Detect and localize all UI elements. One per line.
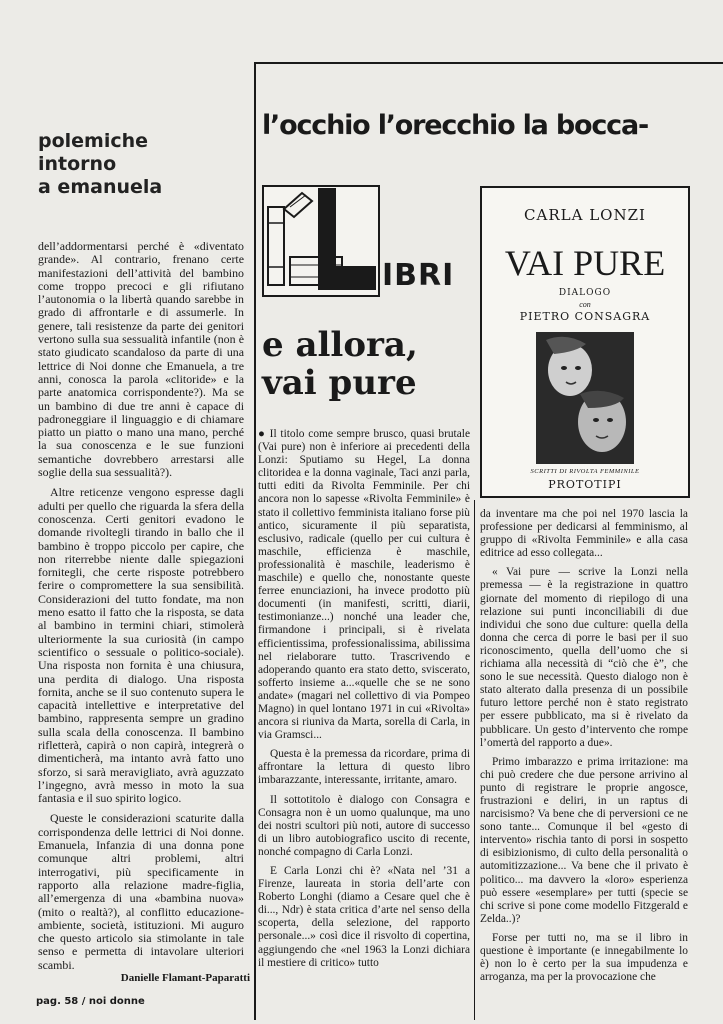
review-paragraph: ● Il titolo come sempre brusco, quasi brutale (Vai pure) non è inferiore ai precedenti della Lonzi: Sputiamo su Hegel, La donna clitoridea e la donna vaginale, Taci anzi parla, tutti editi da Rivolta Femminile. Per chi ancora non lo sapesse «Rivolta Femminile» è stato il collettivo femminista italiano forse più antico, sicuramente il più separatista, esclusivo, radicale (quello per cui cultura è maschile, efficienza è maschile, professionalità è maschile, leaderismo è maschile) e quello che, nonostante queste ferree enunciazioni, ha invece prodotto più documenti (in manifesti, scritti, diarii, testimonianze...) nonché una leader che, firmandone i principali, si è rivelata efficientissima, professionalissima, abilissima nel rielaborare tutto. Trascrivendo e adoperando quanto era stato detto, sviscerato, sofferto insieme a...«quelle che se ne sono andate» (magari nel collettivo di via Pompeo Magno) in quel lontano 1971 in cui «Rivolta» ancora si riuniva da Marta, sorella di Carla, in via Gramsci... — [258, 428, 470, 742]
review-headline — [262, 326, 472, 402]
book-cover — [480, 186, 690, 498]
review-body-middle — [258, 428, 470, 976]
top-rule — [256, 62, 723, 64]
left-paragraph: dell’addormentarsi perché è «diventato grande». Al contrario, frenano certe manifestazioni dell’attività del bambino come troppo precoci e gli rifiutano l’autonomia o la libertà quando sarebbe in grado di affrontarle e di assumerle. In genere, tali resistenze da parte dei genitori vertono sulla sua sessualità infantile (non è stato giudicato scandaloso da parte di una lettrice di Noi donne che Emanuela, a tre anni, conosca la parola «clitoride» e la parte anatomica corrispondente?). Ma se un bambino di due tre anni è capace di padroneggiare il linguaggio e di chiamare piatto un piatto o mano una mano, perché la sua conoscenza e le sue funzioni semantiche dovrebbero arrestarsi alle soglie della sua sessualità?). — [38, 239, 244, 480]
book-subtitle-con: con — [579, 300, 591, 309]
book-series: SCRITTI DI RIVOLTA FEMMINILE — [530, 468, 640, 475]
section-masthead: l’occhio l’orecchio la bocca- — [262, 110, 649, 141]
left-title-line: a emanuela — [38, 176, 163, 198]
book-imprint: PROTOTIPI — [548, 478, 622, 491]
column-divider-left — [254, 62, 256, 1020]
headline-line: e allora, — [262, 325, 418, 365]
left-article-body — [38, 240, 244, 979]
review-paragraph: da inventare ma che poi nel 1970 lascia la professione per dedicarsi al femminismo, al gruppo di «Rivolta Femminile» e alla casa editrice ad esso collegata... — [480, 508, 688, 560]
left-title-line: intorno — [38, 153, 117, 175]
review-body-right — [480, 508, 688, 990]
headline-line: vai pure — [262, 363, 417, 403]
left-paragraph: Queste le considerazioni scaturite dalla corrispondenza delle lettrici di Noi donne. Emanuela, Infanzia di una donna pone comunque altri problemi, altri interrogativi, più specificamente in rapporto alla relazione madre-figlia, all’emergenza di una «bambina nuova» (mito o realtà?), al conflitto educazione-ambiente, società, istituzioni. Mi auguro che questo articolo sia stimolante in tale senso e permetta di intavolare ulteriori scambi. — [38, 811, 244, 972]
left-article-title — [38, 130, 228, 199]
libri-wordmark: IBRI — [382, 258, 455, 293]
page-footer: pag. 58 / noi donne — [36, 996, 145, 1007]
review-paragraph: Primo imbarazzo e prima irritazione: ma chi può credere che due persone arrivino al punto di registrare le proprie angosce, frustrazioni e deliri, in un raptus di narcisismo? Va bene che di perversioni ce ne sono tante... Comunque il bel «gesto di intervento» rischia tanto di porsi in sospetto di esibizionismo, di culto della personalità o automitizzazione... Va bene che il privato è politico... ma davvero la «loro» esperienza può essere «esemplare» per tutti (specie se chi scrive si pone come modello Fitzgerald e Zelda..)? — [480, 755, 688, 925]
review-paragraph: E Carla Lonzi chi è? «Nata nel ’31 a Firenze, laureata in storia dell’arte con Roberto Longhi (diamo a Cesare quel che è di..., Ndr) è stata critica d’arte nel senso della scoperta, della selezione, del rapporto personale...» così dice il risvolto di copertina, aggiungendo che «nel 1963 la Lonzi dichiara il mestiere di critico» tutto — [258, 865, 470, 969]
letter-l-graphic — [318, 188, 376, 290]
author-signature: Danielle Flamant-Paparatti — [120, 972, 250, 984]
review-paragraph: « Vai pure — scrive la Lonzi nella premessa — è la registrazione in quattro giornate del momento di riepilogo di una relazione sui punti inconciliabili di due individui che sono due culture: quella della donna che cerca di porre le basi per il suo riconoscimento, quella dell’uomo che si richiama alla necessità di “ciò che è”, che sono le sue necessità. Questo dialogo non è stato alterato dalla presenza di un possibile futuro lettore perché non è stato registrato per essere pubblicato, ma si è rivelato da pubblicare. Un gesto d’intervento che rompe l’omertà del rapporto a due». — [480, 566, 688, 749]
book-subtitle: DIALOGO — [558, 288, 612, 298]
cover-photo — [536, 332, 634, 464]
left-title-line: polemiche — [38, 130, 149, 152]
review-paragraph: Questa è la premessa da ricordare, prima di affrontare la lettura di questo libro imbarazzante, interessante, irritante, amaro. — [258, 748, 470, 787]
review-paragraph: Il sottotitolo è dialogo con Consagra e Consagra non è un uomo qualunque, ma uno dei nostri scultori più noti, autore di successo di un libro autobiografico uscito di recente, nonché compagno di Carla Lonzi. — [258, 793, 470, 858]
left-paragraph: Altre reticenze vengono espresse dagli adulti per quello che riguarda la sfera della conoscenza. Certi genitori evadono le domande rivoltegli tirando in ballo che il bambino è troppo piccolo per capire, che non riterrebbe niente dalle spiegazioni fornitegli, che certe risposte potrebbero ferire o compromettere la sua sensibilità. Considerazioni del tutto fondate, ma non meno esatto il fatto che la risposta, se data al bambino in termini chiari, stimolerà ulteriormente la sua curiosità (in campo scientifico o sessuale o politico-sociale). Una risposta non fornita è una chiusura, una perdita di dialogo. Una risposta fornita, anche se il suo contenuto supera le capacità intellettive e interpretative del bambino, rappresenta sempre un gradino sulla scala della conoscenza. Il bambino rifletterà, capirà o non capirà, integrerà o dimenticherà, ma intanto avrà fatto uno sforzo, si sarà meravigliato, avrà aguzzato l’ingegno, avrà messo in moto la sua fantasia e il suo spirito logico. — [38, 485, 244, 806]
book-author: CARLA LONZI — [524, 206, 646, 224]
column-divider-right — [474, 500, 475, 1020]
book-title: VAI PURE — [504, 243, 666, 283]
book-coauthor: PIETRO CONSAGRA — [519, 310, 651, 323]
libri-initial-l — [318, 188, 376, 290]
review-paragraph: Forse per tutti no, ma se il libro in questione è importante (e innegabilmente lo è) non lo è certo per la sua impudenza e arroganza, ma per la provocazione che — [480, 931, 688, 984]
